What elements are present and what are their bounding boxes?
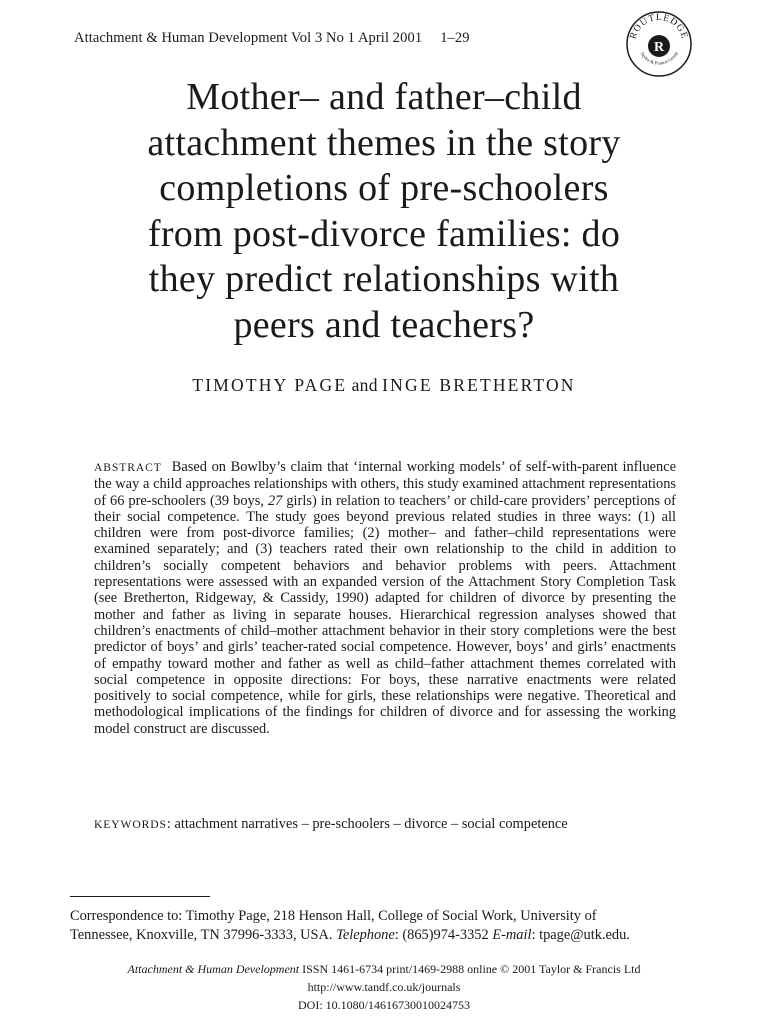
publisher-mark: R — [653, 40, 665, 55]
correspondence-line — [70, 926, 700, 945]
abstract-text: girls) in relation to teachers’ or child-care providers’ perceptions of their social competence. The study goes beyond previous related studies in three ways: (1) all children were from post-divorce families; (2) mother– and father–child representations were examined separately; and (3) teachers rated their own relationship to the child in addition to children’s socially competent behaviors and behavior problems with peers. Attachment representations were assessed with an expanded version of the Attachment Story Completion Task (see Bretherton, Ridgeway, & Cassidy, 1990) adapted for children of divorce by presenting the mother and father as living in separate houses. Hierarchical regression analyses showed that children’s enactments of child–mother attachment behavior in their story completions were the best predictor of boys’ and girls’ teacher-rated social competence. However, boys’ and girls’ enactments of empathy toward mother and father as well as child–father attachment themes correlated with social competence in opposite directions: For boys, these narrative enactments were related positively to social competence, while for girls, these relationships were negative. Theoretical and methodological implications of the findings for children of divorce and for assessing the working model construct are discussed. — [94, 492, 676, 737]
issn-line — [40, 960, 728, 978]
author-line — [40, 375, 728, 396]
footnote-divider — [70, 896, 210, 897]
email-address: : tpage@utk.edu. — [531, 927, 630, 943]
journal-citation: Attachment & Human Development Vol 3 No 1 April 2001 — [74, 30, 423, 46]
keywords-label: KEYWORDS — [94, 818, 167, 831]
correspondence-address: Tennessee, Knoxville, TN 37996-3333, USA. — [70, 927, 333, 943]
correspondence-note — [70, 907, 700, 945]
abstract-label: ABSTRACT — [94, 461, 162, 474]
title-line: completions of pre-schoolers — [159, 167, 609, 209]
issn-text: ISSN 1461-6734 print/1469-2988 online © 2001 Taylor & Francis Ltd — [302, 962, 641, 976]
title-line: peers and teachers? — [233, 303, 535, 346]
title-line: attachment themes in the story — [147, 121, 621, 164]
doi-text: DOI: 10.1080/14616730010024753 — [298, 998, 470, 1012]
author-name: TIMOTHY PAGE — [192, 375, 348, 395]
routledge-logo — [625, 10, 693, 78]
email-label: E-mail — [492, 927, 532, 943]
title-line: they predict relationships with — [148, 258, 620, 300]
correspondence-line: Correspondence to: Timothy Page, 218 Henson Hall, College of Social Work, University of — [70, 908, 597, 924]
article-title — [40, 75, 728, 348]
author-name: INGE BRETHERTON — [382, 375, 576, 395]
journal-header — [74, 30, 470, 47]
publisher-tagline: Taylor & Francis Group — [638, 51, 680, 67]
abstract-text: Based on Bowlby’s claim that ‘internal working models’ of self-with-parent influence the way a child approaches relationships with others, this study examined attachment representations of 66 pre-schoolers (39 boys, — [94, 459, 676, 509]
abstract — [94, 459, 676, 737]
keywords: KEYWORDS: attachment narratives – pre-schoolers – divorce – social competence — [94, 816, 568, 832]
author-conjunction: and — [351, 375, 378, 395]
footer-journal-name: Attachment & Human Development — [127, 962, 300, 976]
page-range: 1–29 — [440, 30, 470, 46]
copyright-footer — [40, 960, 728, 1014]
journal-url-link[interactable]: http://www.tandf.co.uk/journals — [307, 980, 461, 994]
telephone-number: : (865)974-3352 — [394, 927, 489, 943]
abstract-italic-number: 27 — [267, 492, 283, 509]
title-line: from post-divorce families: do — [147, 212, 621, 255]
keywords-text: attachment narratives – pre-schoolers – divorce – social competence — [174, 816, 568, 832]
title-line: Mother– and father–child — [186, 76, 582, 118]
telephone-label: Telephone — [336, 927, 395, 943]
publisher-name: ROUTLEDGE — [628, 12, 690, 41]
